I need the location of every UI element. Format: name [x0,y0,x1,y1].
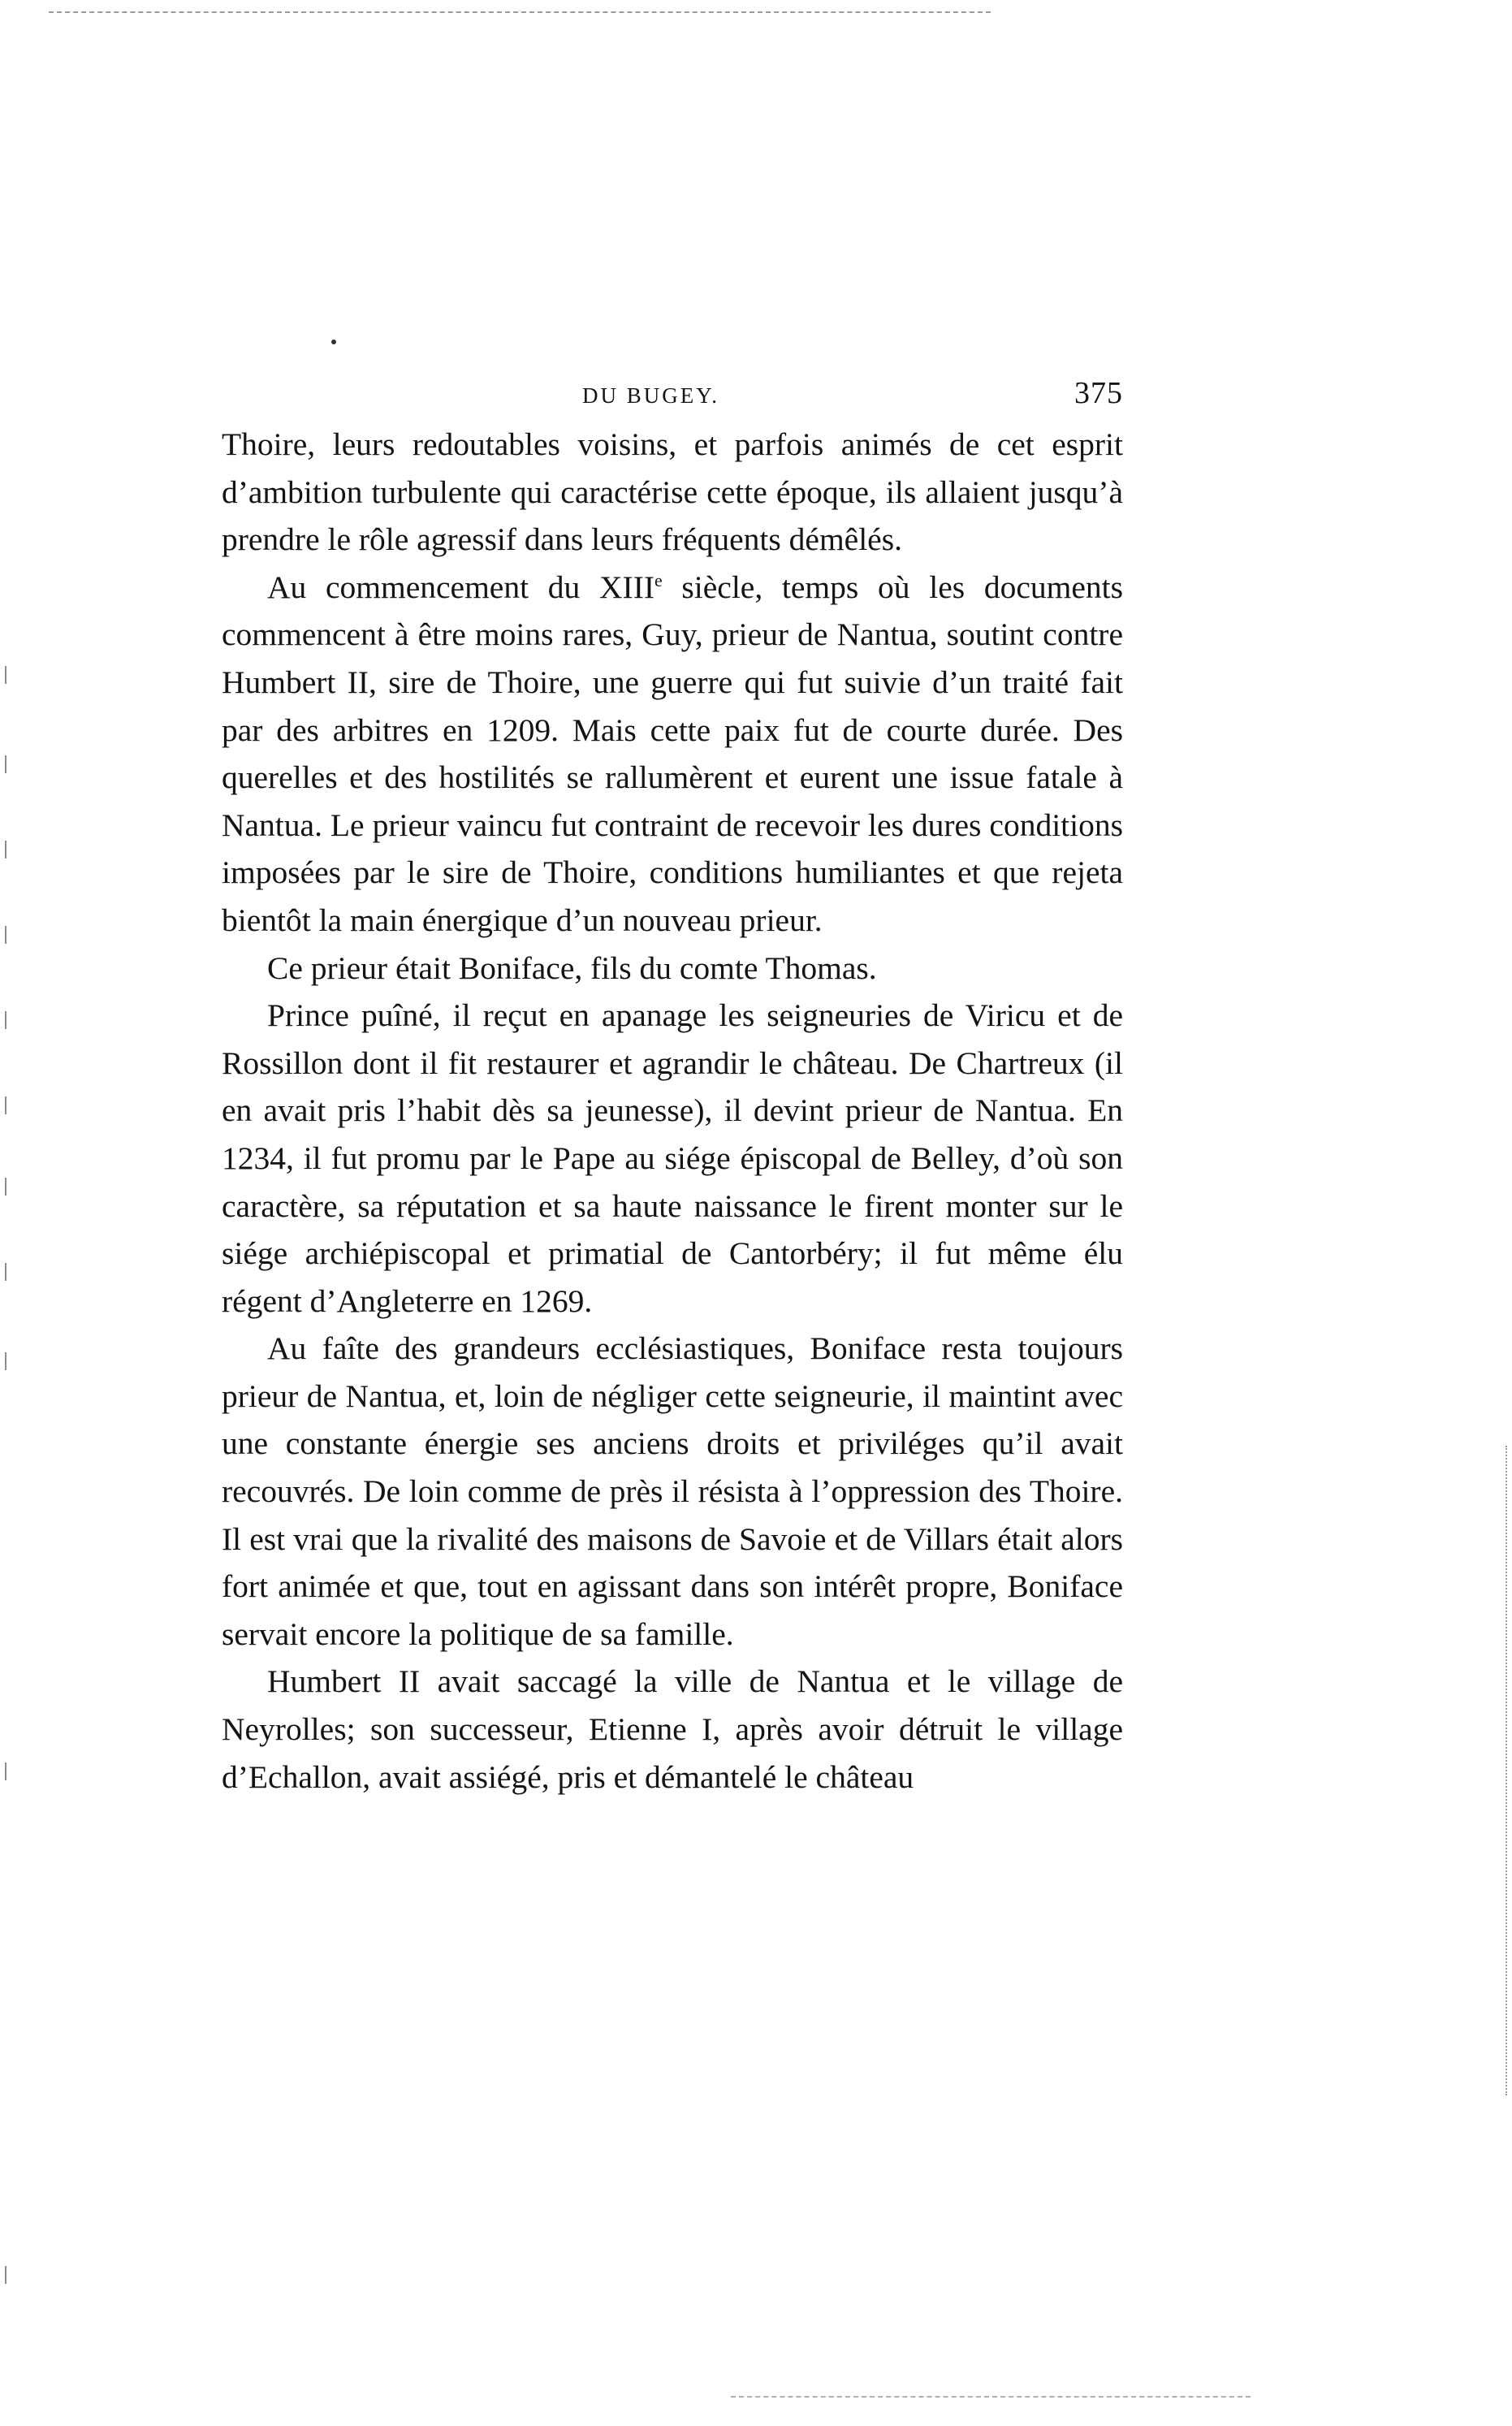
ink-speck [331,339,336,344]
scan-edge-rule-top [49,11,991,13]
century-superscript: e [654,570,663,590]
running-head [222,375,1123,421]
page-number: 375 [1074,376,1123,410]
scan-edge-rule-right [1506,1446,1507,2095]
paragraph-5: Au faîte des grandeurs ecclésiastiques, Boniface resta toujours prieur de Nantua, et, loin de négliger cette seigneurie, il maintint avec une constante énergie ses anciens droits et priviléges qu’il avait recouvrés. De loin comme de près il résista à l’oppression des Thoire. Il est vrai que la rivalité des maisons de Savoie et de Villars était alors fort animée et que, tout en agissant dans son intérêt propre, Boniface servait encore la politique de sa famille. [222,1330,1123,1652]
paragraph-2-rest: siècle, temps où les documents commencent à être moins rares, Guy, prieur de Nantua, soutint contre Humbert II, sire de Thoire, une guerre qui fut suivie d’un traité fait par des arbitres en 1209. Mais cette paix fut de courte durée. Des querelles et des hostilités se rallumèrent et eurent une issue fatale à Nantua. Le prieur vaincu fut contraint de recevoir les dures conditions imposées par le sire de Thoire, conditions humiliantes et que rejeta bientôt la main énergique d’un nouveau prieur. [222,569,1123,938]
running-head-title: DU BUGEY. [582,383,720,408]
paragraph-2-start: Au commencement du XIII [267,569,655,605]
paragraph-6: Humbert II avait saccagé la ville de Nantua et le village de Neyrolles; son successeur, Etienne I, après avoir détruit le village d’Echallon, avait assiégé, pris et démantelé le château [222,1663,1123,1795]
body-text [222,421,1123,1801]
book-page [222,375,1123,1801]
paragraph-2 [222,564,1123,945]
scan-edge-rule-bottom [731,2396,1251,2398]
paragraph-3: Ce prieur était Boniface, fils du comte Thomas. [267,949,877,986]
scan-margin-marks [5,666,10,2290]
paragraph-1: Thoire, leurs redoutables voisins, et parfois animés de cet esprit d’ambition turbulente qui caractérise cette époque, ils allaient jusqu’à prendre le rôle agressif dans leurs fréquents démêlés. [222,426,1123,558]
paragraph-4: Prince puîné, il reçut en apanage les seigneuries de Viricu et de Rossillon dont il fit restaurer et agrandir le château. De Chartreux (il en avait pris l’habit dès sa jeunesse), il devint prieur de Nantua. En 1234, il fut promu par le Pape au siége épiscopal de Belley, d’où son caractère, sa réputation et sa haute naissance le firent monter sur le siége archiépiscopal et primatial de Cantorbéry; il fut même élu régent d’Angleterre en 1269. [222,997,1123,1319]
